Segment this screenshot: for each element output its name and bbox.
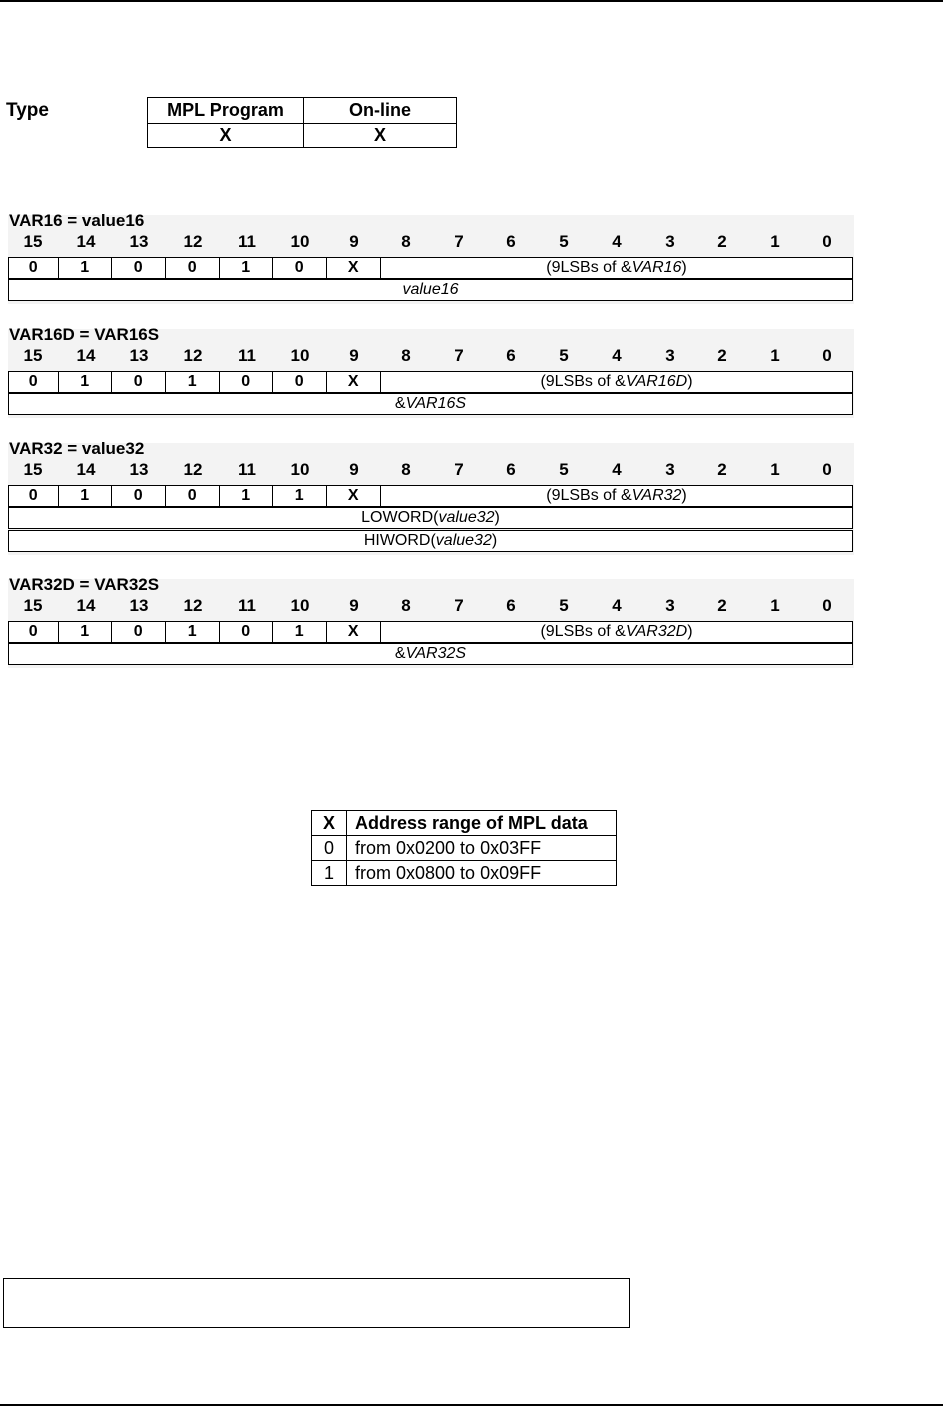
- bit-cell: 1: [219, 257, 272, 279]
- bit-cell: 1: [165, 371, 219, 393]
- bit-number: 14: [76, 346, 96, 365]
- bit-field-row: [8, 371, 854, 393]
- bit-cell: 1: [58, 621, 111, 643]
- address-header-x: X: [312, 811, 347, 836]
- bit-cell: 0: [8, 371, 58, 393]
- bit-number: 12: [183, 346, 203, 365]
- bit-number: 4: [612, 346, 622, 365]
- bit-number: 11: [238, 232, 256, 251]
- data-word-text: VAR32S: [405, 645, 467, 662]
- bit-number: 13: [129, 346, 149, 365]
- instruction-title: VAR16 = value16: [9, 211, 145, 230]
- bit-number: 1: [770, 346, 780, 365]
- address-range-table: [311, 810, 617, 886]
- bit-number: 6: [506, 346, 516, 365]
- address-lsb-text: VAR32: [631, 487, 682, 504]
- bottom-rule: [0, 1404, 943, 1406]
- instruction-block: [8, 325, 854, 418]
- instruction-block: [8, 439, 854, 555]
- type-value-mpl: X: [148, 124, 304, 148]
- bit-number: 10: [290, 596, 310, 615]
- bit-cell: 0: [219, 371, 272, 393]
- bit-number: 9: [349, 232, 359, 251]
- bit-cell: 1: [165, 621, 219, 643]
- bit-number: 3: [665, 460, 675, 479]
- bit-number: 7: [454, 460, 464, 479]
- instruction-title: VAR16D = VAR16S: [9, 325, 160, 344]
- data-word-row: [8, 393, 853, 415]
- bit-number: 4: [612, 596, 622, 615]
- bit-number: 8: [401, 460, 411, 479]
- bit-cell: 0: [8, 485, 58, 507]
- type-header-mpl: MPL Program: [148, 98, 304, 124]
- data-word-text: &: [394, 645, 406, 662]
- address-lsb-text: ): [681, 259, 687, 276]
- bit-number: 15: [23, 596, 43, 615]
- bit-field-row: [8, 257, 854, 279]
- address-row-x: 1: [312, 861, 347, 886]
- bit-field-row: [8, 621, 854, 643]
- bit-cell: 0: [111, 621, 165, 643]
- address-lsb-field: [380, 621, 853, 643]
- bit-number: 12: [183, 232, 203, 251]
- bit-number-row: [8, 596, 854, 618]
- bit-cell: X: [326, 621, 380, 643]
- bit-number: 9: [349, 460, 359, 479]
- data-word-text: ): [494, 509, 500, 526]
- bit-cell: 1: [272, 485, 326, 507]
- bit-number: 8: [401, 232, 411, 251]
- data-word-row: [8, 643, 853, 665]
- bit-number: 10: [290, 346, 310, 365]
- bit-cell: 0: [111, 257, 165, 279]
- bit-cell: 0: [165, 485, 219, 507]
- address-lsb-field: [380, 257, 853, 279]
- address-lsb-text: VAR32D: [625, 623, 688, 640]
- bit-number: 2: [717, 460, 727, 479]
- bit-cell: 1: [58, 257, 111, 279]
- bit-cell: 0: [8, 257, 58, 279]
- bit-number: 8: [401, 596, 411, 615]
- type-table: [147, 97, 457, 148]
- address-lsb-text: VAR16: [631, 259, 682, 276]
- bit-number: 5: [559, 346, 569, 365]
- data-word-text: VAR16S: [405, 395, 467, 412]
- type-value-online: X: [304, 124, 457, 148]
- address-lsb-text: VAR16D: [625, 373, 688, 390]
- address-row-range: from 0x0800 to 0x09FF: [347, 861, 617, 886]
- bit-number: 12: [183, 596, 203, 615]
- bit-number: 7: [454, 232, 464, 251]
- bit-number: 8: [401, 346, 411, 365]
- data-word-text: ): [491, 532, 498, 549]
- address-lsb-text: (9LSBs of &: [546, 487, 632, 504]
- bit-cell: 0: [8, 621, 58, 643]
- address-row-x: 0: [312, 836, 347, 861]
- data-word-text: value32: [438, 509, 495, 526]
- bit-number: 14: [76, 232, 96, 251]
- bit-number: 14: [76, 596, 96, 615]
- instruction-block: [8, 575, 854, 668]
- bit-cell: 1: [219, 485, 272, 507]
- bit-number: 0: [822, 460, 832, 479]
- bit-number: 15: [23, 460, 43, 479]
- bit-number: 9: [349, 346, 359, 365]
- bit-number: 0: [822, 346, 832, 365]
- data-word-row: [8, 507, 853, 529]
- bit-number: 13: [129, 460, 149, 479]
- bit-number: 2: [717, 232, 727, 251]
- bit-cell: 0: [272, 371, 326, 393]
- bit-number: 11: [238, 346, 256, 365]
- bit-cell: X: [326, 257, 380, 279]
- bit-number: 12: [183, 460, 203, 479]
- bit-cell: 1: [272, 621, 326, 643]
- type-header-online: On-line: [304, 98, 457, 124]
- bit-number: 5: [559, 596, 569, 615]
- bit-cell: 1: [58, 485, 111, 507]
- bit-number: 4: [612, 232, 622, 251]
- bit-number: 15: [23, 232, 43, 251]
- bit-number: 5: [559, 232, 569, 251]
- bit-cell: X: [326, 371, 380, 393]
- bit-number: 3: [665, 596, 675, 615]
- bit-number: 2: [717, 346, 727, 365]
- data-word-text: &: [394, 395, 406, 412]
- bit-number: 14: [76, 460, 96, 479]
- instruction-title: VAR32D = VAR32S: [9, 575, 160, 594]
- type-label: Type: [6, 100, 49, 121]
- bit-number: 2: [717, 596, 727, 615]
- bit-number: 15: [23, 346, 43, 365]
- bit-number: 6: [506, 232, 516, 251]
- data-word-text: LOWORD(: [361, 509, 439, 526]
- bit-number: 6: [506, 460, 516, 479]
- instruction-title: VAR32 = value32: [9, 439, 145, 458]
- data-word-text: value16: [402, 281, 459, 298]
- bit-number-row: [8, 460, 854, 482]
- bit-number: 7: [454, 346, 464, 365]
- bit-number: 6: [506, 596, 516, 615]
- data-word-row: [8, 279, 853, 301]
- bit-cell: 0: [111, 485, 165, 507]
- address-lsb-text: ): [681, 487, 687, 504]
- bit-number: 11: [238, 596, 256, 615]
- bit-number: 0: [822, 596, 832, 615]
- bit-number: 1: [770, 596, 780, 615]
- data-word-row: [8, 530, 853, 552]
- bit-number: 3: [665, 346, 675, 365]
- bit-number: 13: [129, 596, 149, 615]
- bit-cell: 0: [272, 257, 326, 279]
- bit-number: 7: [454, 596, 464, 615]
- address-lsb-text: ): [687, 623, 693, 640]
- address-lsb-text: (9LSBs of &: [540, 373, 626, 390]
- bit-number: 0: [822, 232, 832, 251]
- bit-number: 5: [559, 460, 569, 479]
- bit-number: 3: [665, 232, 675, 251]
- note-box: [3, 1278, 630, 1328]
- instruction-block: [8, 211, 854, 304]
- bit-number: 1: [770, 460, 780, 479]
- bit-field-row: [8, 485, 854, 507]
- address-row-range: from 0x0200 to 0x03FF: [347, 836, 617, 861]
- bit-cell: 0: [219, 621, 272, 643]
- address-lsb-text: ): [687, 373, 693, 390]
- address-lsb-text: (9LSBs of &: [546, 259, 632, 276]
- bit-number-row: [8, 346, 854, 368]
- bit-cell: 0: [165, 257, 219, 279]
- bit-number: 4: [612, 460, 622, 479]
- top-rule: [0, 0, 943, 2]
- bit-number: 10: [290, 460, 310, 479]
- bit-number: 10: [290, 232, 310, 251]
- address-header-range: Address range of MPL data: [347, 811, 617, 836]
- address-lsb-field: [380, 371, 853, 393]
- bit-number: 13: [129, 232, 149, 251]
- bit-number: 9: [349, 596, 359, 615]
- bit-number: 11: [238, 460, 256, 479]
- data-word-text: HIWORD(: [363, 532, 436, 549]
- data-word-text: value32: [435, 532, 492, 549]
- bit-number-row: [8, 232, 854, 254]
- bit-number: 1: [770, 232, 780, 251]
- bit-cell: 1: [58, 371, 111, 393]
- address-lsb-field: [380, 485, 853, 507]
- bit-cell: 0: [111, 371, 165, 393]
- address-lsb-text: (9LSBs of &: [540, 623, 626, 640]
- bit-cell: X: [326, 485, 380, 507]
